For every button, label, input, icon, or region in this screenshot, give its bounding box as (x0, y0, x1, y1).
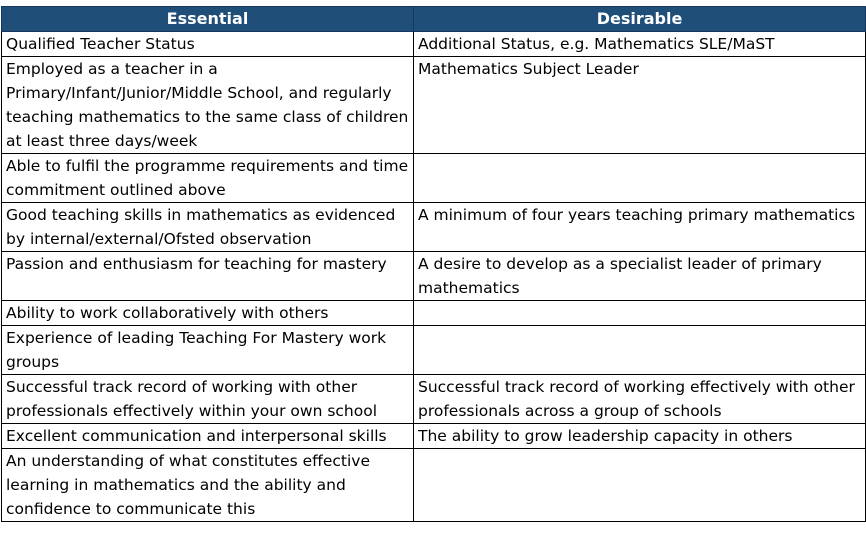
requirements-table-container (1, 6, 866, 522)
desirable-cell: A desire to develop as a specialist leader of primary mathematics (414, 252, 866, 301)
essential-header: Essential (2, 7, 414, 32)
essential-cell: Ability to work collaboratively with others (2, 301, 414, 326)
table-row (2, 57, 866, 154)
table-row (2, 32, 866, 57)
desirable-cell (414, 449, 866, 522)
requirements-table (1, 6, 866, 522)
desirable-cell: The ability to grow leadership capacity in others (414, 424, 866, 449)
essential-cell: Qualified Teacher Status (2, 32, 414, 57)
table-row (2, 301, 866, 326)
essential-cell: Experience of leading Teaching For Mastery work groups (2, 326, 414, 375)
desirable-cell (414, 301, 866, 326)
essential-cell: Excellent communication and interpersonal skills (2, 424, 414, 449)
essential-cell: Good teaching skills in mathematics as evidenced by internal/external/Ofsted observation (2, 203, 414, 252)
desirable-cell: A minimum of four years teaching primary mathematics (414, 203, 866, 252)
essential-cell: Successful track record of working with other professionals effectively within your own school (2, 375, 414, 424)
table-row (2, 326, 866, 375)
essential-cell: Employed as a teacher in a Primary/Infant/Junior/Middle School, and regularly teaching mathematics to the same class of children at least three days/week (2, 57, 414, 154)
essential-cell: An understanding of what constitutes effective learning in mathematics and the ability and confidence to communicate this (2, 449, 414, 522)
desirable-cell: Successful track record of working effectively with other professionals across a group of schools (414, 375, 866, 424)
table-row (2, 424, 866, 449)
desirable-cell (414, 326, 866, 375)
desirable-cell (414, 154, 866, 203)
essential-cell: Able to fulfil the programme requirements and time commitment outlined above (2, 154, 414, 203)
table-row (2, 203, 866, 252)
header-row (2, 7, 866, 32)
table-row (2, 154, 866, 203)
desirable-cell: Mathematics Subject Leader (414, 57, 866, 154)
table-row (2, 252, 866, 301)
table-row (2, 449, 866, 522)
desirable-cell: Additional Status, e.g. Mathematics SLE/MaST (414, 32, 866, 57)
essential-cell: Passion and enthusiasm for teaching for mastery (2, 252, 414, 301)
table-row (2, 375, 866, 424)
desirable-header: Desirable (414, 7, 866, 32)
